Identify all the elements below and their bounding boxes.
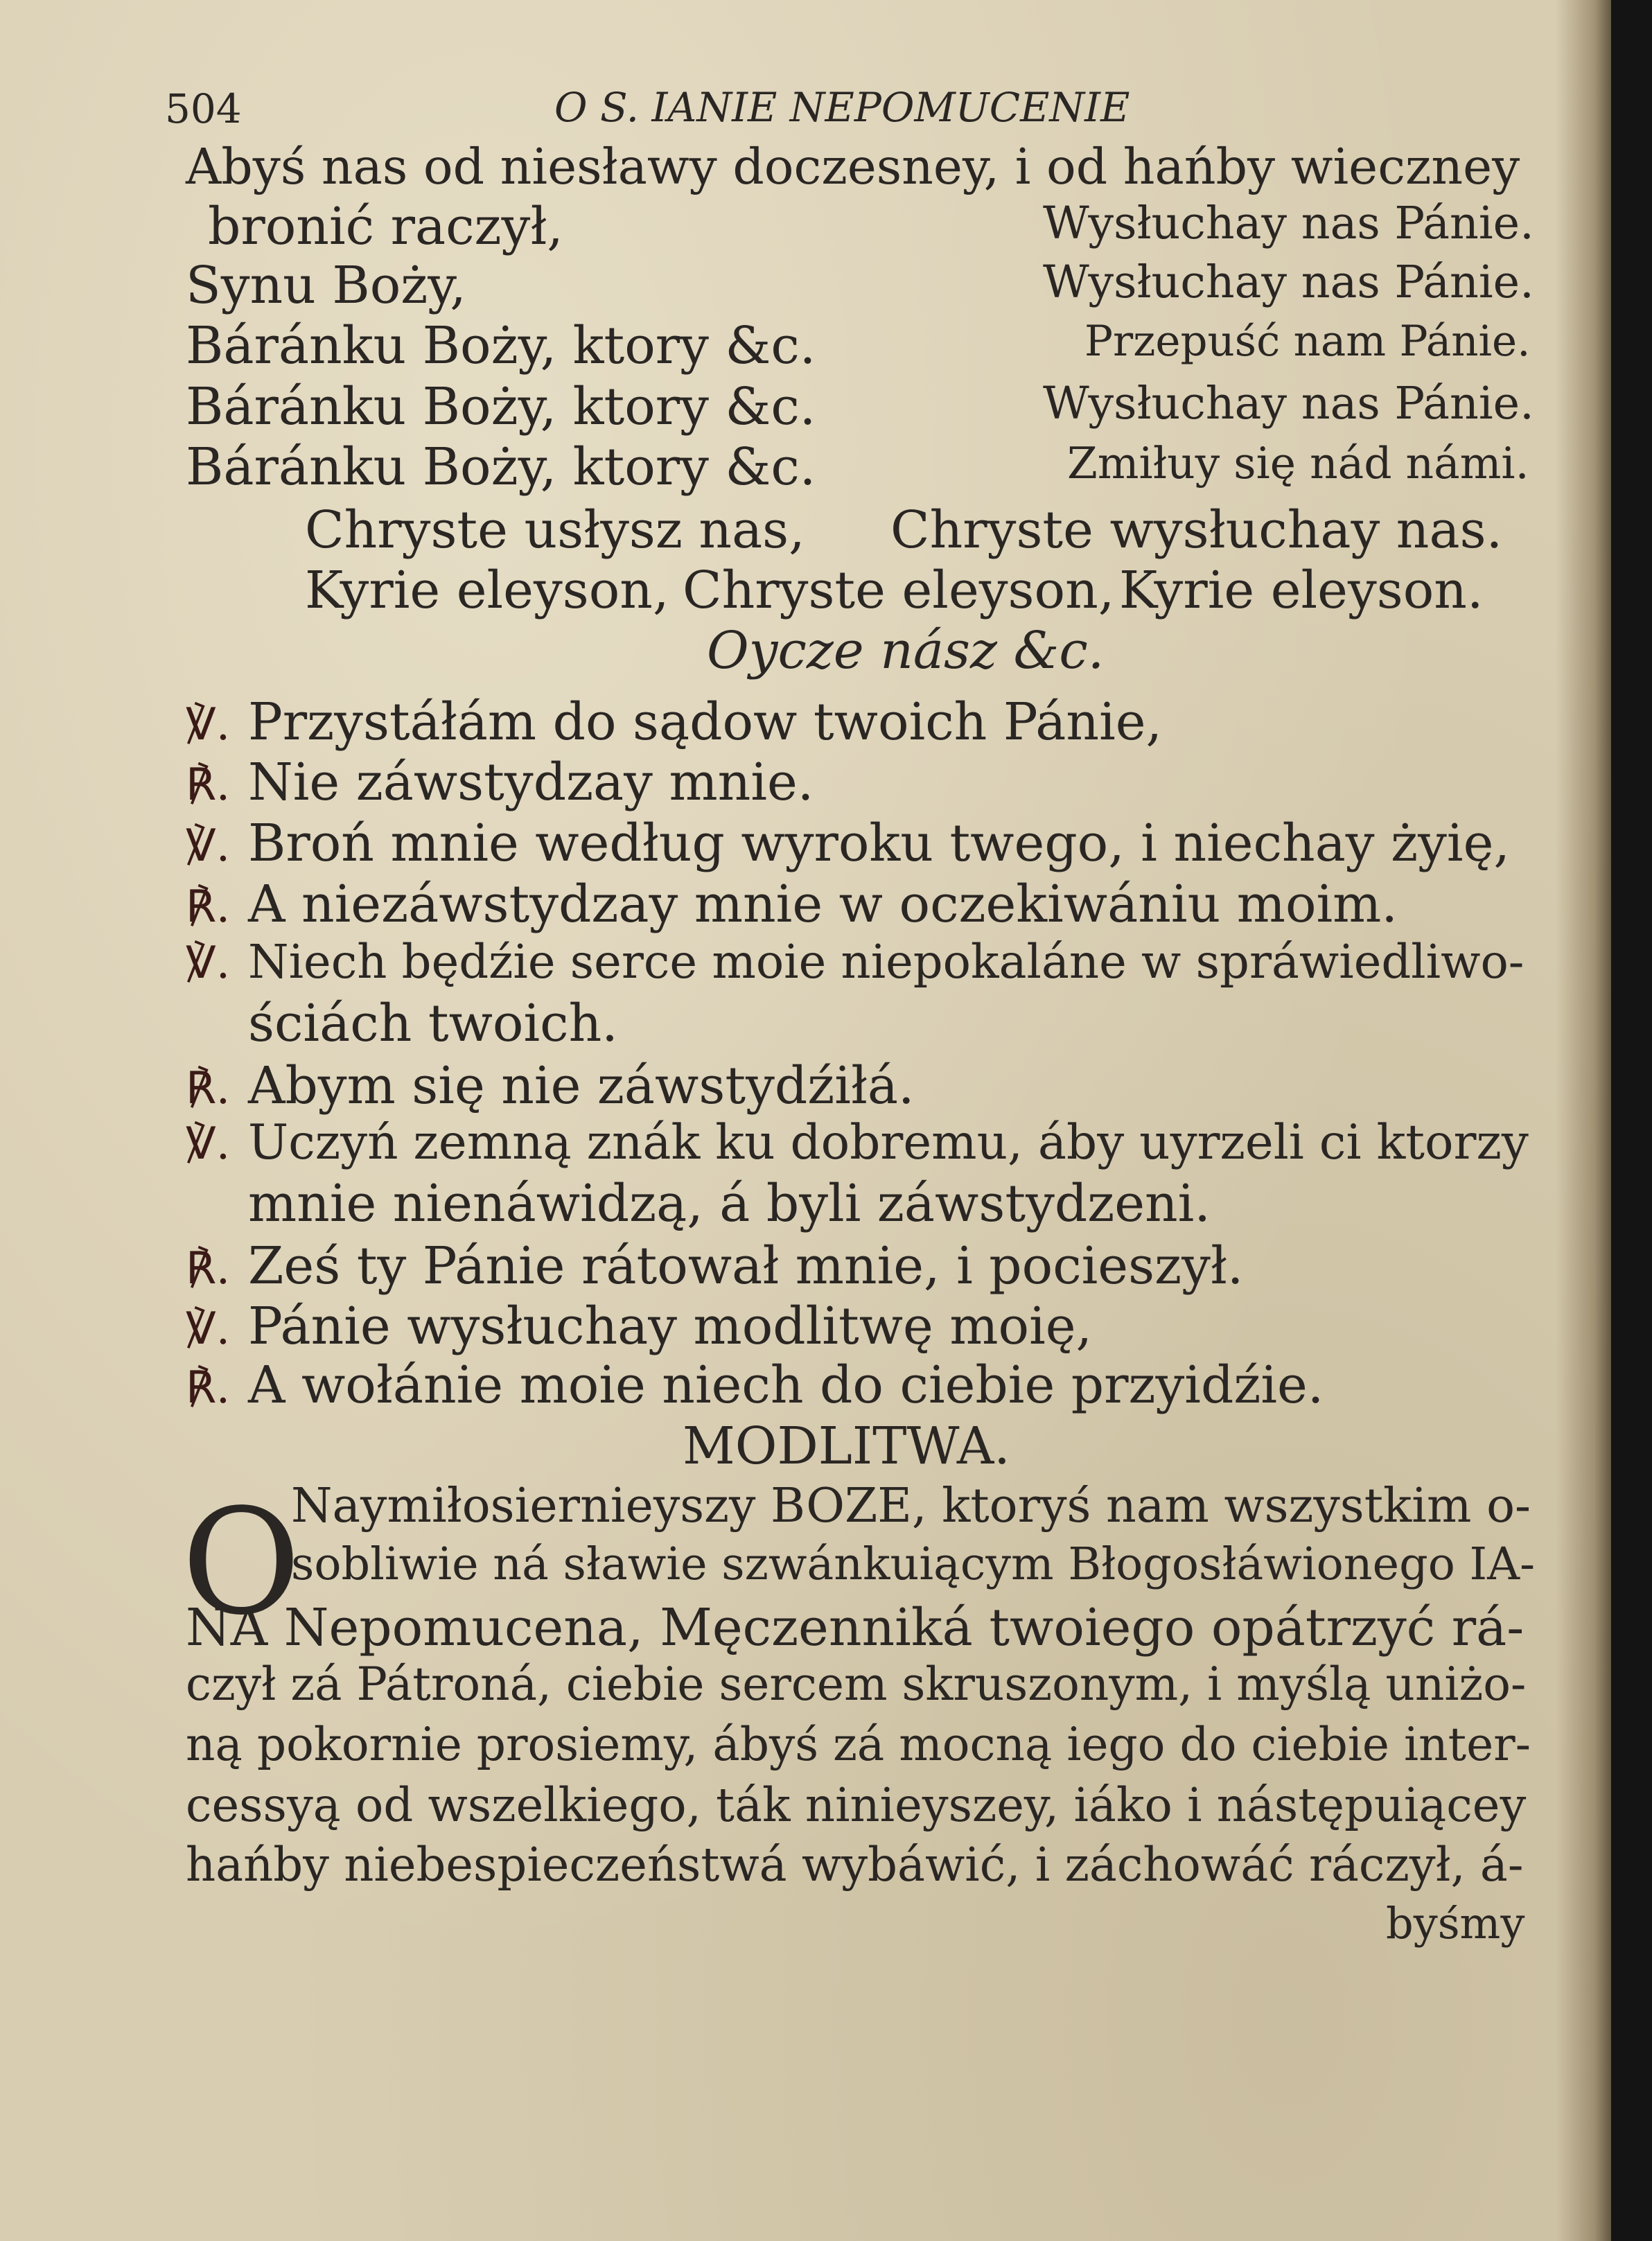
book-spine-edge: [1611, 0, 1652, 2241]
kyrie-invocation: Chryste eleyson,: [683, 561, 1115, 620]
litany-line: Báránku Boży, ktory &c.: [186, 377, 816, 437]
response: [186, 753, 814, 812]
prayer-line: hańby niebespieczeństwá wybáwić, i záchowáć ráczył, á-: [186, 1838, 1524, 1892]
kyrie-invocation: Kyrie eleyson,: [305, 561, 669, 620]
response: [186, 1355, 1324, 1415]
litany-response: Wysłuchay nas Pánie.: [1043, 197, 1534, 249]
versicle-text: Broń mnie według wyroku twego, i niechay żyię,: [248, 814, 1510, 873]
versicle-text: Przystáłám do sądow twoich Pánie,: [248, 692, 1163, 752]
page-gutter-shadow: [1556, 0, 1611, 2241]
versicle-mark: ℣.: [186, 820, 231, 872]
versicle: [186, 1115, 1529, 1170]
versicle-text: Pánie wysłuchay modlitwę moię,: [248, 1297, 1093, 1356]
versicle: [186, 935, 1524, 989]
litany-response: Przepuść nam Pánie.: [1084, 317, 1531, 366]
response-mark: ℟.: [186, 881, 231, 933]
litany-line: Abyś nas od niesławy doczesney, i od hańby wieczney: [186, 138, 1520, 195]
response-mark: ℟.: [186, 1362, 231, 1414]
litany-response: Wysłuchay nas Pánie.: [1043, 256, 1534, 308]
versicle: [186, 814, 1510, 873]
response-text: Nie záwstydzay mnie.: [248, 753, 814, 812]
prayer-line: czył zá Pátroná, ciebie sercem skruszonym, i myślą uniżo-: [186, 1658, 1527, 1711]
versicle-mark: ℣.: [186, 699, 231, 750]
response-mark: ℟.: [186, 1243, 231, 1294]
page-number: 504: [165, 85, 242, 132]
response-mark: ℟.: [186, 759, 231, 811]
versicle-continuation: mnie nienáwidzą, á byli záwstydzeni.: [248, 1174, 1211, 1233]
prayer-line: ną pokornie prosiemy, ábyś zá mocną iego do ciebie inter-: [186, 1718, 1531, 1771]
versicle: [186, 692, 1163, 752]
versicle: [186, 1297, 1093, 1356]
prayer-heading: MODLITWA.: [683, 1416, 1010, 1476]
prayer-line: NA Nepomucena, Męczenniká twoiego opátrzyć rá-: [186, 1598, 1524, 1658]
chryste-invocation: Chryste usłysz nas,: [305, 500, 805, 560]
pater-noster: Oycze nász &c.: [707, 621, 1105, 680]
litany-line: Báránku Boży, ktory &c.: [186, 316, 816, 376]
litany-line: bronić raczył,: [208, 197, 563, 256]
versicle-continuation: ściách twoich.: [248, 994, 618, 1053]
prayer-line: cessyą od wszelkiego, ták ninieyszey, iáko i nástępuiącey: [186, 1778, 1527, 1832]
litany-line: Synu Boży,: [186, 256, 466, 315]
litany-response: Zmiłuy się nád námi.: [1067, 438, 1529, 489]
response-text: A niezáwstydzay mnie w oczekiwániu moim.: [248, 875, 1398, 934]
versicle-mark: ℣.: [186, 938, 231, 989]
prayer-line: Naymiłosiernieyszy BOZE, ktoryś nam wszystkim o-: [291, 1479, 1531, 1533]
response-text: A wołánie moie niech do ciebie przyidźie.: [248, 1355, 1324, 1415]
kyrie-invocation: Kyrie eleyson.: [1119, 561, 1484, 620]
response: [186, 1056, 915, 1116]
response: [186, 875, 1398, 934]
running-title: O S. IANIE NEPOMUCENIE: [554, 84, 1130, 131]
chryste-response: Chryste wysłuchay nas.: [890, 500, 1503, 560]
drop-cap: O: [182, 1477, 301, 1647]
response: [186, 1236, 1244, 1296]
litany-line: Báránku Boży, ktory &c.: [186, 437, 816, 497]
litany-response: Wysłuchay nas Pánie.: [1043, 378, 1534, 430]
response-mark: ℟.: [186, 1063, 231, 1114]
versicle-text: Niech będźie serce moie niepokaláne w spráwiedliwo-: [248, 935, 1524, 989]
catchword: byśmy: [1386, 1898, 1525, 1949]
response-text: Ześ ty Pánie rátował mnie, i pocieszył.: [248, 1236, 1244, 1296]
response-text: Abym się nie záwstydźiłá.: [248, 1056, 915, 1116]
versicle-mark: ℣.: [186, 1118, 231, 1170]
versicle-mark: ℣.: [186, 1303, 231, 1355]
versicle-text: Uczyń zemną znák ku dobremu, áby uyrzeli ci ktorzy: [248, 1115, 1529, 1170]
prayer-line: sobliwie ná sławie szwánkuiącym Błogosłáwionego IA-: [291, 1538, 1536, 1590]
